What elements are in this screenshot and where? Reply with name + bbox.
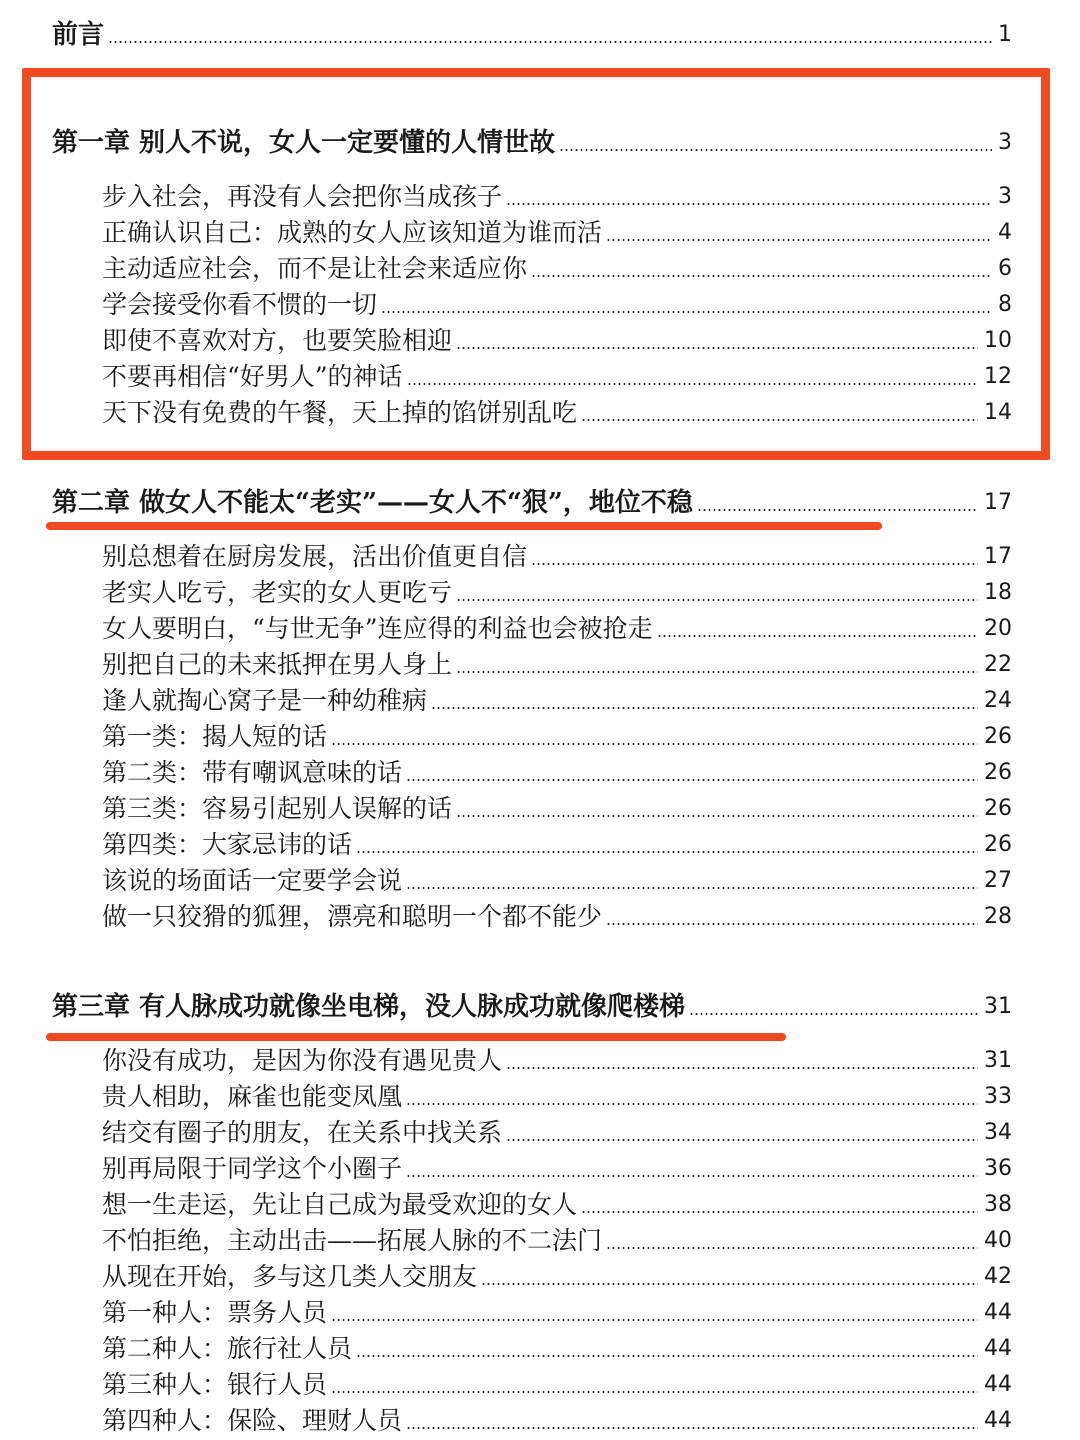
toc-section-row xyxy=(0,1404,1012,1438)
toc-page-number: 24 xyxy=(984,688,1012,713)
toc-page-number: 20 xyxy=(984,616,1012,641)
toc-title: 别再局限于同学这个小圈子 xyxy=(102,1154,403,1183)
toc-page-number: 26 xyxy=(984,724,1012,749)
toc-section-row xyxy=(0,1224,1012,1258)
toc-title: 即使不喜欢对方，也要笑脸相迎 xyxy=(102,326,453,355)
dot-leader xyxy=(456,671,978,673)
dot-leader xyxy=(331,1391,978,1393)
toc-section-row xyxy=(0,1116,1012,1150)
dot-leader xyxy=(406,1175,978,1177)
chapter-three-underline xyxy=(46,1033,786,1041)
toc-page-number: 31 xyxy=(984,1048,1012,1073)
toc-title: 别总想着在厨房发展，活出价值更自信 xyxy=(102,542,528,571)
dot-leader xyxy=(356,851,978,853)
toc-page-number: 18 xyxy=(984,580,1012,605)
toc-page-number: 26 xyxy=(984,796,1012,821)
toc-title: 第三种人：银行人员 xyxy=(102,1370,328,1399)
toc-section-row xyxy=(0,1260,1012,1294)
toc-page-number: 3 xyxy=(998,184,1012,209)
toc-section-row xyxy=(0,684,1012,718)
toc-title: 老实人吃亏，老实的女人更吃亏 xyxy=(102,578,453,607)
toc-page-number: 22 xyxy=(984,652,1012,677)
toc-title: 结交有圈子的朋友，在关系中找关系 xyxy=(102,1118,503,1147)
toc-page-number: 27 xyxy=(984,868,1012,893)
toc-title: 第四类：大家忌讳的话 xyxy=(102,830,353,859)
toc-page-number: 12 xyxy=(984,364,1012,389)
toc-title: 前言 xyxy=(52,20,105,50)
toc-page-number: 38 xyxy=(984,1192,1012,1217)
toc-section-row xyxy=(0,792,1012,826)
toc-section-row xyxy=(0,720,1012,754)
toc-title: 第三章 有人脉成功就像坐电梯，没人脉成功就像爬楼梯 xyxy=(52,992,686,1022)
chapter-two-underline xyxy=(46,522,882,530)
toc-section-row xyxy=(0,1188,1012,1222)
toc-title: 该说的场面话一定要学会说 xyxy=(102,866,403,895)
toc-title: 不要再相信“好男人”的神话 xyxy=(102,362,403,391)
toc-title: 逢人就掏心窝子是一种幼稚病 xyxy=(102,686,428,715)
toc-title: 别把自己的未来抵押在男人身上 xyxy=(102,650,453,679)
toc-section-row xyxy=(0,864,1012,898)
toc-section-row xyxy=(0,1044,1012,1078)
toc-title: 第二类：带有嘲讽意味的话 xyxy=(102,758,403,787)
toc-title: 第二种人：旅行社人员 xyxy=(102,1334,353,1363)
toc-title: 你没有成功，是因为你没有遇见贵人 xyxy=(102,1046,503,1075)
dot-leader xyxy=(697,509,978,511)
toc-title: 第一种人：票务人员 xyxy=(102,1298,328,1327)
dot-leader xyxy=(331,1319,978,1321)
toc-page-number: 44 xyxy=(984,1336,1012,1361)
toc-title: 不怕拒绝，主动出击——拓展人脉的不二法门 xyxy=(102,1226,603,1255)
toc-page-number: 36 xyxy=(984,1156,1012,1181)
dot-leader xyxy=(406,887,978,889)
dot-leader xyxy=(406,1427,978,1429)
toc-page-number: 10 xyxy=(984,328,1012,353)
toc-section-row xyxy=(0,756,1012,790)
toc-page-number: 44 xyxy=(984,1372,1012,1397)
toc-page-number: 6 xyxy=(998,256,1012,281)
toc-title: 第一章 别人不说，女人一定要懂的人情世故 xyxy=(52,128,556,158)
toc-chapter-row xyxy=(0,990,1012,1024)
toc-title: 正确认识自己：成熟的女人应该知道为谁而活 xyxy=(102,218,603,247)
toc-page-number: 17 xyxy=(984,544,1012,569)
toc-page-number: 26 xyxy=(984,760,1012,785)
toc-page-number: 8 xyxy=(998,292,1012,317)
toc-section-row xyxy=(0,648,1012,682)
toc-section-row xyxy=(0,900,1012,934)
toc-chapter-row xyxy=(0,18,1012,52)
dot-leader xyxy=(431,707,978,709)
toc-title: 第一类：揭人短的话 xyxy=(102,722,328,751)
toc-title: 想一生走运，先让自己成为最受欢迎的女人 xyxy=(102,1190,578,1219)
toc-title: 女人要明白，“与世无争”连应得的利益也会被抢走 xyxy=(102,614,653,643)
toc-section-row xyxy=(0,1080,1012,1114)
toc-title: 第二章 做女人不能太“老实”——女人不“狠”，地位不稳 xyxy=(52,488,693,518)
chapter-one-highlight-box xyxy=(22,68,1050,460)
toc-section-row xyxy=(0,612,1012,646)
toc-title: 主动适应社会，而不是让社会来适应你 xyxy=(102,254,528,283)
dot-leader xyxy=(531,563,978,565)
dot-leader xyxy=(406,1103,978,1105)
dot-leader xyxy=(406,779,978,781)
dot-leader xyxy=(356,1355,978,1357)
toc-page-number: 44 xyxy=(984,1408,1012,1433)
dot-leader xyxy=(606,1247,978,1249)
toc-chapter-row xyxy=(0,486,1012,520)
dot-leader xyxy=(456,815,978,817)
dot-leader xyxy=(456,599,978,601)
toc-page-number: 14 xyxy=(984,400,1012,425)
toc-section-row xyxy=(0,1296,1012,1330)
dot-leader xyxy=(581,1211,978,1213)
toc-page-number: 42 xyxy=(984,1264,1012,1289)
toc-section-row xyxy=(0,576,1012,610)
toc-title: 第三类：容易引起别人误解的话 xyxy=(102,794,453,823)
toc-page-number: 4 xyxy=(998,220,1012,245)
dot-leader xyxy=(506,1067,978,1069)
toc-page-number: 34 xyxy=(984,1120,1012,1145)
toc-page-number: 40 xyxy=(984,1228,1012,1253)
toc-section-row xyxy=(0,1332,1012,1366)
toc-section-row xyxy=(0,1368,1012,1402)
toc-title: 天下没有免费的午餐，天上掉的馅饼别乱吃 xyxy=(102,398,578,427)
dot-leader xyxy=(481,1283,978,1285)
toc-page-number: 31 xyxy=(984,994,1012,1019)
toc-title: 步入社会，再没有人会把你当成孩子 xyxy=(102,182,503,211)
toc-page-number: 28 xyxy=(984,904,1012,929)
toc-title: 贵人相助，麻雀也能变凤凰 xyxy=(102,1082,403,1111)
dot-leader xyxy=(689,1013,978,1015)
toc-page-number: 1 xyxy=(998,22,1012,47)
toc-section-row xyxy=(0,540,1012,574)
dot-leader xyxy=(331,743,978,745)
toc-section-row xyxy=(0,1152,1012,1186)
toc-title: 做一只狡猾的狐狸，漂亮和聪明一个都不能少 xyxy=(102,902,603,931)
toc-title: 从现在开始，多与这几类人交朋友 xyxy=(102,1262,478,1291)
toc-page-number: 44 xyxy=(984,1300,1012,1325)
toc-page-number: 33 xyxy=(984,1084,1012,1109)
dot-leader xyxy=(108,41,992,43)
dot-leader xyxy=(657,635,978,637)
toc-section-row xyxy=(0,828,1012,862)
toc-title: 学会接受你看不惯的一切 xyxy=(102,290,378,319)
dot-leader xyxy=(506,1139,978,1141)
dot-leader xyxy=(606,923,978,925)
toc-page-number: 26 xyxy=(984,832,1012,857)
toc-page-number: 3 xyxy=(998,130,1012,155)
toc-title: 第四种人：保险、理财人员 xyxy=(102,1406,403,1435)
toc-page-number: 17 xyxy=(984,490,1012,515)
